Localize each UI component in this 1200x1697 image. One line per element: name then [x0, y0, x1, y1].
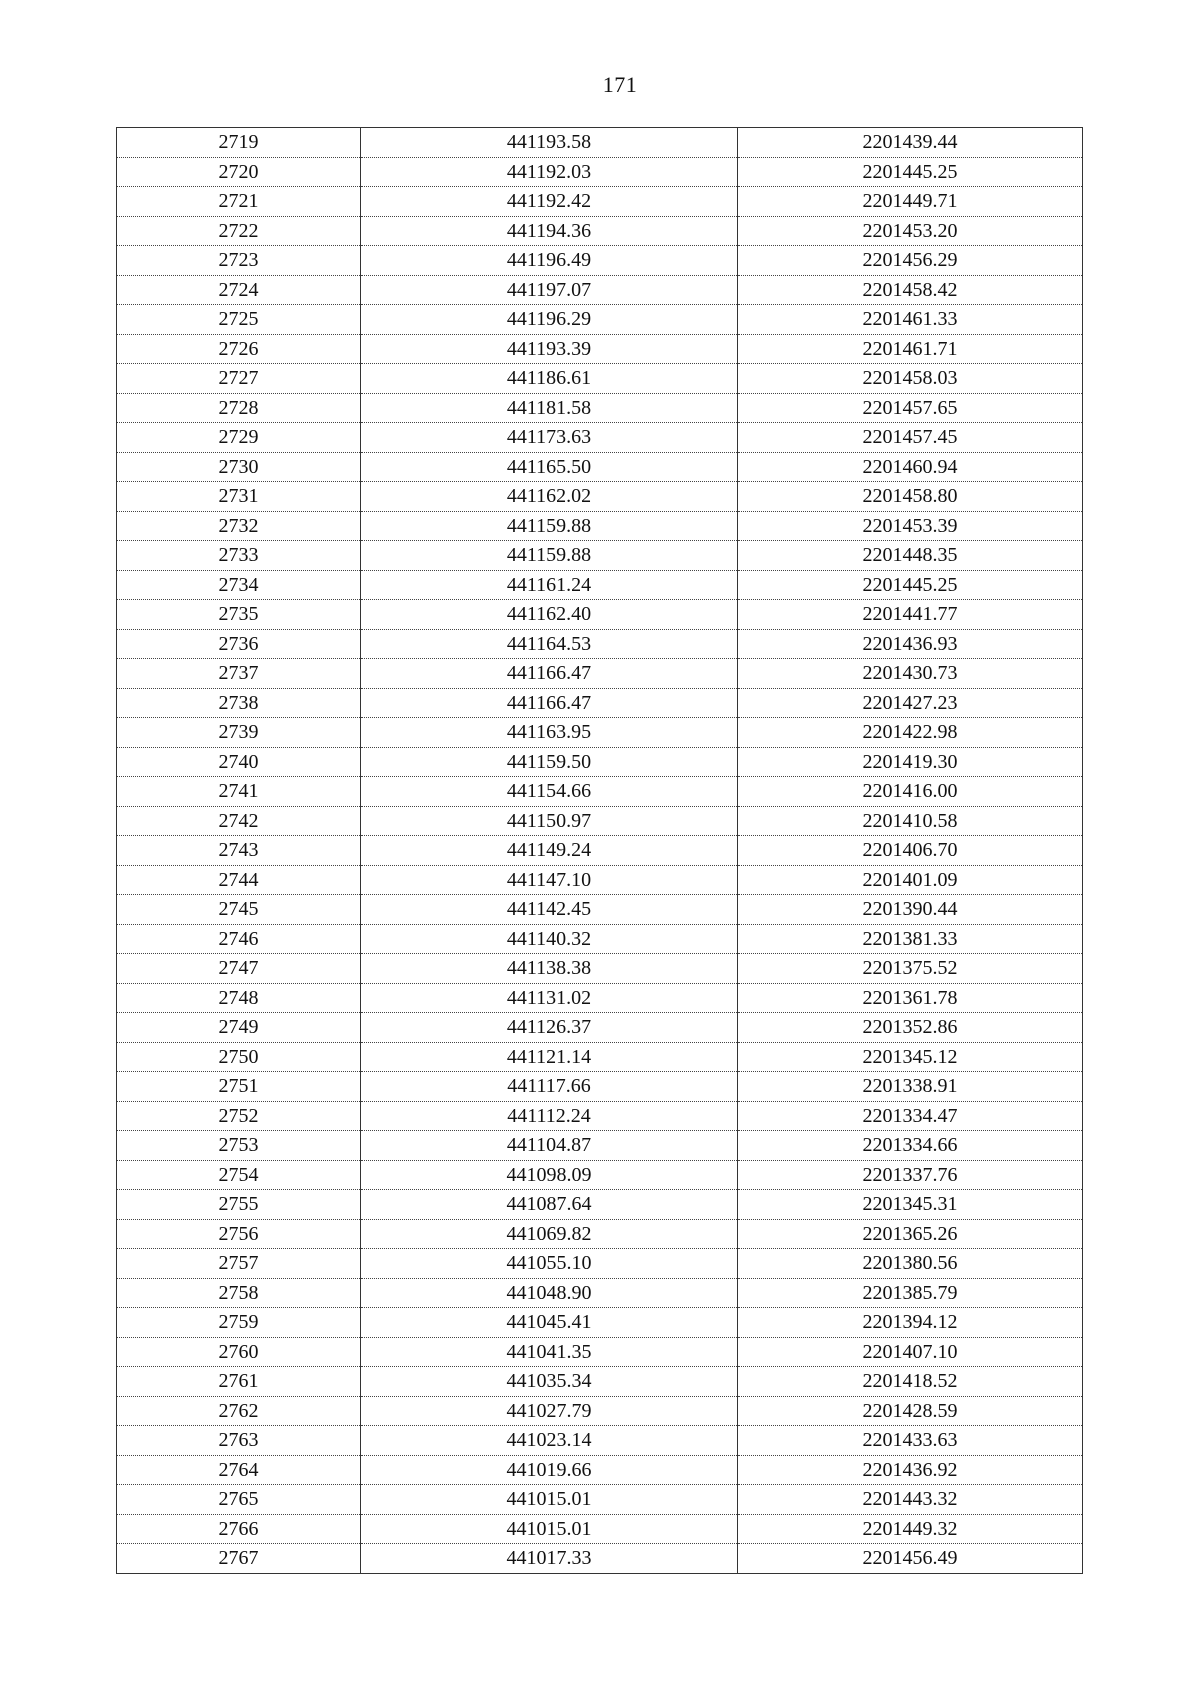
- point-number-cell: 2750: [117, 1042, 361, 1072]
- table-row: [117, 1190, 1083, 1220]
- y-coordinate-cell: 2201458.42: [738, 275, 1083, 305]
- point-number-cell: 2748: [117, 983, 361, 1013]
- table-row: [117, 629, 1083, 659]
- point-number-cell: 2755: [117, 1190, 361, 1220]
- point-number-cell: 2744: [117, 865, 361, 895]
- table-row: [117, 1485, 1083, 1515]
- y-coordinate-cell: 2201439.44: [738, 128, 1083, 158]
- point-number-cell: 2724: [117, 275, 361, 305]
- table-row: [117, 1160, 1083, 1190]
- x-coordinate-cell: 441035.34: [361, 1367, 738, 1397]
- table-row: [117, 777, 1083, 807]
- x-coordinate-cell: 441027.79: [361, 1396, 738, 1426]
- y-coordinate-cell: 2201381.33: [738, 924, 1083, 954]
- x-coordinate-cell: 441159.88: [361, 541, 738, 571]
- y-coordinate-cell: 2201457.45: [738, 423, 1083, 453]
- y-coordinate-cell: 2201443.32: [738, 1485, 1083, 1515]
- table-row: [117, 718, 1083, 748]
- table-row: [117, 1308, 1083, 1338]
- y-coordinate-cell: 2201445.25: [738, 570, 1083, 600]
- point-number-cell: 2731: [117, 482, 361, 512]
- y-coordinate-cell: 2201461.33: [738, 305, 1083, 335]
- y-coordinate-cell: 2201448.35: [738, 541, 1083, 571]
- point-number-cell: 2743: [117, 836, 361, 866]
- x-coordinate-cell: 441194.36: [361, 216, 738, 246]
- y-coordinate-cell: 2201427.23: [738, 688, 1083, 718]
- point-number-cell: 2739: [117, 718, 361, 748]
- x-coordinate-cell: 441193.58: [361, 128, 738, 158]
- table-row: [117, 688, 1083, 718]
- table-row: [117, 423, 1083, 453]
- x-coordinate-cell: 441098.09: [361, 1160, 738, 1190]
- x-coordinate-cell: 441017.33: [361, 1544, 738, 1574]
- table-row: [117, 216, 1083, 246]
- y-coordinate-cell: 2201433.63: [738, 1426, 1083, 1456]
- table-row: [117, 1337, 1083, 1367]
- x-coordinate-cell: 441181.58: [361, 393, 738, 423]
- x-coordinate-cell: 441069.82: [361, 1219, 738, 1249]
- x-coordinate-cell: 441161.24: [361, 570, 738, 600]
- x-coordinate-cell: 441131.02: [361, 983, 738, 1013]
- x-coordinate-cell: 441048.90: [361, 1278, 738, 1308]
- x-coordinate-cell: 441159.88: [361, 511, 738, 541]
- x-coordinate-cell: 441162.02: [361, 482, 738, 512]
- point-number-cell: 2762: [117, 1396, 361, 1426]
- table-row: [117, 511, 1083, 541]
- y-coordinate-cell: 2201457.65: [738, 393, 1083, 423]
- y-coordinate-cell: 2201453.20: [738, 216, 1083, 246]
- y-coordinate-cell: 2201380.56: [738, 1249, 1083, 1279]
- table-row: [117, 1544, 1083, 1574]
- x-coordinate-cell: 441164.53: [361, 629, 738, 659]
- table-row: [117, 924, 1083, 954]
- x-coordinate-cell: 441142.45: [361, 895, 738, 925]
- y-coordinate-cell: 2201375.52: [738, 954, 1083, 984]
- point-number-cell: 2752: [117, 1101, 361, 1131]
- x-coordinate-cell: 441117.66: [361, 1072, 738, 1102]
- table-row: [117, 187, 1083, 217]
- y-coordinate-cell: 2201416.00: [738, 777, 1083, 807]
- y-coordinate-cell: 2201345.31: [738, 1190, 1083, 1220]
- table-row: [117, 334, 1083, 364]
- y-coordinate-cell: 2201419.30: [738, 747, 1083, 777]
- x-coordinate-cell: 441041.35: [361, 1337, 738, 1367]
- x-coordinate-cell: 441154.66: [361, 777, 738, 807]
- x-coordinate-cell: 441196.29: [361, 305, 738, 335]
- y-coordinate-cell: 2201334.47: [738, 1101, 1083, 1131]
- point-number-cell: 2756: [117, 1219, 361, 1249]
- table-row: [117, 1455, 1083, 1485]
- table-row: [117, 541, 1083, 571]
- x-coordinate-cell: 441140.32: [361, 924, 738, 954]
- table-row: [117, 570, 1083, 600]
- y-coordinate-cell: 2201458.80: [738, 482, 1083, 512]
- y-coordinate-cell: 2201449.71: [738, 187, 1083, 217]
- table-row: [117, 865, 1083, 895]
- table-row: [117, 1013, 1083, 1043]
- point-number-cell: 2727: [117, 364, 361, 394]
- point-number-cell: 2726: [117, 334, 361, 364]
- point-number-cell: 2745: [117, 895, 361, 925]
- y-coordinate-cell: 2201334.66: [738, 1131, 1083, 1161]
- y-coordinate-cell: 2201456.29: [738, 246, 1083, 276]
- x-coordinate-cell: 441150.97: [361, 806, 738, 836]
- table-row: [117, 1514, 1083, 1544]
- point-number-cell: 2759: [117, 1308, 361, 1338]
- x-coordinate-cell: 441166.47: [361, 688, 738, 718]
- point-number-cell: 2741: [117, 777, 361, 807]
- table-row: [117, 128, 1083, 158]
- table-row: [117, 246, 1083, 276]
- y-coordinate-cell: 2201345.12: [738, 1042, 1083, 1072]
- point-number-cell: 2765: [117, 1485, 361, 1515]
- point-number-cell: 2757: [117, 1249, 361, 1279]
- point-number-cell: 2720: [117, 157, 361, 187]
- x-coordinate-cell: 441019.66: [361, 1455, 738, 1485]
- y-coordinate-cell: 2201430.73: [738, 659, 1083, 689]
- point-number-cell: 2723: [117, 246, 361, 276]
- y-coordinate-cell: 2201422.98: [738, 718, 1083, 748]
- point-number-cell: 2747: [117, 954, 361, 984]
- coordinate-table-body: [117, 128, 1083, 1574]
- table-row: [117, 1426, 1083, 1456]
- x-coordinate-cell: 441112.24: [361, 1101, 738, 1131]
- y-coordinate-cell: 2201401.09: [738, 865, 1083, 895]
- point-number-cell: 2736: [117, 629, 361, 659]
- y-coordinate-cell: 2201418.52: [738, 1367, 1083, 1397]
- x-coordinate-cell: 441149.24: [361, 836, 738, 866]
- table-row: [117, 393, 1083, 423]
- y-coordinate-cell: 2201406.70: [738, 836, 1083, 866]
- x-coordinate-cell: 441126.37: [361, 1013, 738, 1043]
- table-row: [117, 1249, 1083, 1279]
- table-row: [117, 983, 1083, 1013]
- y-coordinate-cell: 2201410.58: [738, 806, 1083, 836]
- table-row: [117, 275, 1083, 305]
- table-row: [117, 600, 1083, 630]
- x-coordinate-cell: 441186.61: [361, 364, 738, 394]
- y-coordinate-cell: 2201407.10: [738, 1337, 1083, 1367]
- y-coordinate-cell: 2201449.32: [738, 1514, 1083, 1544]
- table-row: [117, 1219, 1083, 1249]
- y-coordinate-cell: 2201458.03: [738, 364, 1083, 394]
- y-coordinate-cell: 2201441.77: [738, 600, 1083, 630]
- point-number-cell: 2725: [117, 305, 361, 335]
- x-coordinate-cell: 441147.10: [361, 865, 738, 895]
- x-coordinate-cell: 441192.42: [361, 187, 738, 217]
- y-coordinate-cell: 2201436.93: [738, 629, 1083, 659]
- x-coordinate-cell: 441193.39: [361, 334, 738, 364]
- table-row: [117, 364, 1083, 394]
- x-coordinate-cell: 441104.87: [361, 1131, 738, 1161]
- x-coordinate-cell: 441166.47: [361, 659, 738, 689]
- y-coordinate-cell: 2201390.44: [738, 895, 1083, 925]
- x-coordinate-cell: 441163.95: [361, 718, 738, 748]
- point-number-cell: 2738: [117, 688, 361, 718]
- point-number-cell: 2729: [117, 423, 361, 453]
- table-row: [117, 747, 1083, 777]
- point-number-cell: 2733: [117, 541, 361, 571]
- x-coordinate-cell: 441173.63: [361, 423, 738, 453]
- x-coordinate-cell: 441045.41: [361, 1308, 738, 1338]
- page-number: 171: [602, 72, 638, 97]
- point-number-cell: 2749: [117, 1013, 361, 1043]
- table-row: [117, 305, 1083, 335]
- table-row: [117, 452, 1083, 482]
- x-coordinate-cell: 441055.10: [361, 1249, 738, 1279]
- point-number-cell: 2766: [117, 1514, 361, 1544]
- y-coordinate-cell: 2201461.71: [738, 334, 1083, 364]
- point-number-cell: 2719: [117, 128, 361, 158]
- table-row: [117, 836, 1083, 866]
- table-row: [117, 1131, 1083, 1161]
- coordinate-table: [116, 127, 1083, 1574]
- point-number-cell: 2761: [117, 1367, 361, 1397]
- x-coordinate-cell: 441015.01: [361, 1514, 738, 1544]
- y-coordinate-cell: 2201460.94: [738, 452, 1083, 482]
- table-row: [117, 1101, 1083, 1131]
- point-number-cell: 2722: [117, 216, 361, 246]
- table-row: [117, 806, 1083, 836]
- y-coordinate-cell: 2201338.91: [738, 1072, 1083, 1102]
- point-number-cell: 2758: [117, 1278, 361, 1308]
- y-coordinate-cell: 2201428.59: [738, 1396, 1083, 1426]
- table-row: [117, 1367, 1083, 1397]
- x-coordinate-cell: 441159.50: [361, 747, 738, 777]
- y-coordinate-cell: 2201456.49: [738, 1544, 1083, 1574]
- table-row: [117, 1072, 1083, 1102]
- x-coordinate-cell: 441121.14: [361, 1042, 738, 1072]
- point-number-cell: 2742: [117, 806, 361, 836]
- point-number-cell: 2740: [117, 747, 361, 777]
- y-coordinate-cell: 2201337.76: [738, 1160, 1083, 1190]
- point-number-cell: 2735: [117, 600, 361, 630]
- x-coordinate-cell: 441192.03: [361, 157, 738, 187]
- table-row: [117, 1042, 1083, 1072]
- table-row: [117, 157, 1083, 187]
- point-number-cell: 2763: [117, 1426, 361, 1456]
- table-row: [117, 659, 1083, 689]
- y-coordinate-cell: 2201436.92: [738, 1455, 1083, 1485]
- y-coordinate-cell: 2201365.26: [738, 1219, 1083, 1249]
- point-number-cell: 2746: [117, 924, 361, 954]
- y-coordinate-cell: 2201361.78: [738, 983, 1083, 1013]
- x-coordinate-cell: 441087.64: [361, 1190, 738, 1220]
- y-coordinate-cell: 2201453.39: [738, 511, 1083, 541]
- table-row: [117, 1278, 1083, 1308]
- x-coordinate-cell: 441165.50: [361, 452, 738, 482]
- x-coordinate-cell: 441023.14: [361, 1426, 738, 1456]
- point-number-cell: 2754: [117, 1160, 361, 1190]
- y-coordinate-cell: 2201445.25: [738, 157, 1083, 187]
- table-row: [117, 482, 1083, 512]
- point-number-cell: 2751: [117, 1072, 361, 1102]
- point-number-cell: 2753: [117, 1131, 361, 1161]
- x-coordinate-cell: 441162.40: [361, 600, 738, 630]
- point-number-cell: 2760: [117, 1337, 361, 1367]
- x-coordinate-cell: 441197.07: [361, 275, 738, 305]
- point-number-cell: 2732: [117, 511, 361, 541]
- y-coordinate-cell: 2201385.79: [738, 1278, 1083, 1308]
- x-coordinate-cell: 441138.38: [361, 954, 738, 984]
- point-number-cell: 2767: [117, 1544, 361, 1574]
- point-number-cell: 2764: [117, 1455, 361, 1485]
- table-row: [117, 895, 1083, 925]
- x-coordinate-cell: 441015.01: [361, 1485, 738, 1515]
- point-number-cell: 2737: [117, 659, 361, 689]
- table-row: [117, 954, 1083, 984]
- y-coordinate-cell: 2201352.86: [738, 1013, 1083, 1043]
- point-number-cell: 2734: [117, 570, 361, 600]
- table-row: [117, 1396, 1083, 1426]
- point-number-cell: 2721: [117, 187, 361, 217]
- x-coordinate-cell: 441196.49: [361, 246, 738, 276]
- point-number-cell: 2730: [117, 452, 361, 482]
- y-coordinate-cell: 2201394.12: [738, 1308, 1083, 1338]
- point-number-cell: 2728: [117, 393, 361, 423]
